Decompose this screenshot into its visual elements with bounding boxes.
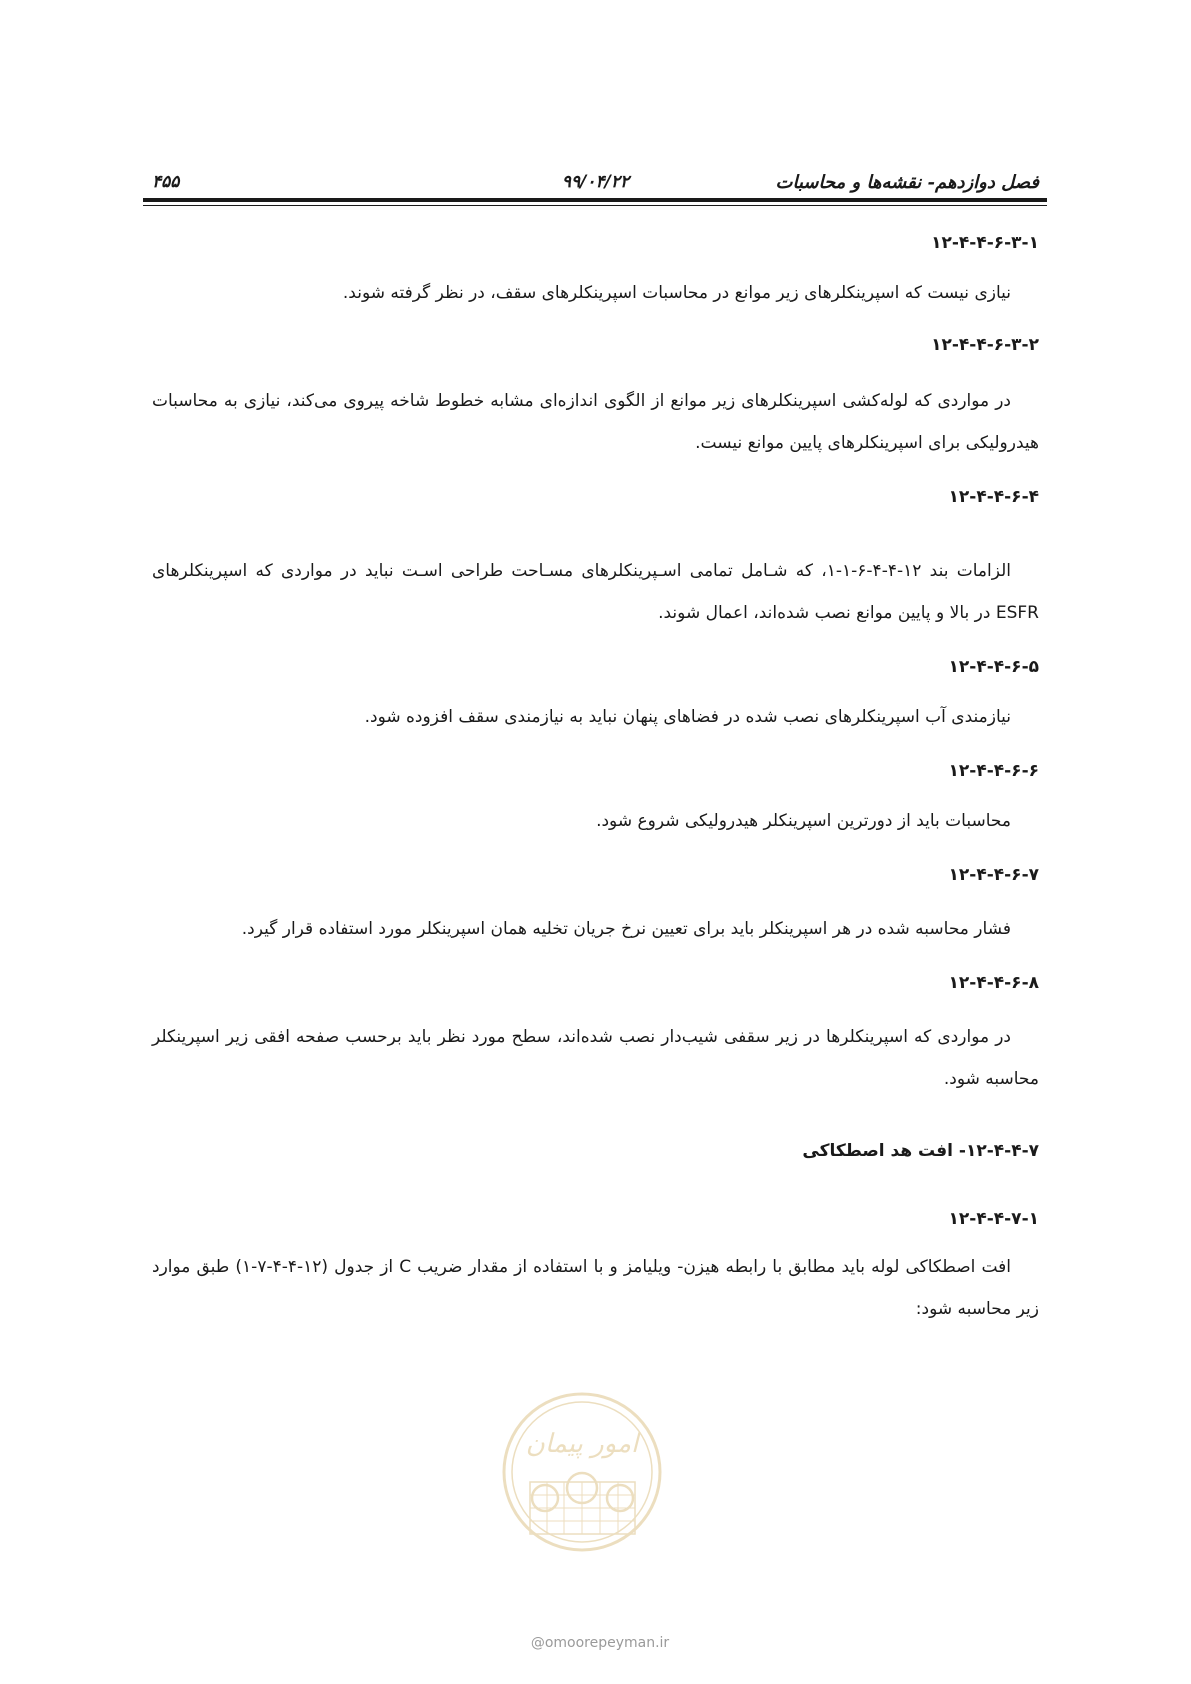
header-rule-thin [143,205,1047,206]
paragraph: نیازمندی آب اسپرینکلرهای نصب شده در فضاهای پنهان نباید به نیازمندی سقف افزوده شود. [364,707,1011,727]
watermark-logo [500,1390,665,1555]
paragraph: در مواردی که اسپرینکلرها در زیر سقفی شیب‌دار نصب شده‌اند، سطح مورد نظر باید برحسب صفحه افقی زیر اسپرینکلر محاسبه شود. [152,1027,1039,1089]
chapter-title: فصل دوازدهم- نقشه‌ها و محاسبات [775,172,1039,193]
section-heading: ۱۲-۴-۴-۷- افت هد اصطکاکی [802,1141,1039,1161]
paragraph: در مواردی که لوله‌کشی اسپرینکلرهای زیر موانع از الگوی اندازه‌ای مشابه خطوط شاخه پیروی می‌کند، نیازی به محاسبات هیدرولیکی برای اسپرینکلرهای پایین موانع نیست. [152,391,1039,453]
section-heading: ۱۲-۴-۴-۶-۳-۱ [931,233,1039,253]
section-heading: ۱۲-۴-۴-۶-۷ [948,865,1039,885]
paragraph: محاسبات باید از دورترین اسپرینکلر هیدرولیکی شروع شود. [596,811,1011,831]
header-rule-thick [143,198,1047,202]
paragraph: فشار محاسبه شده در هر اسپرینکلر باید برای تعیین نرخ جریان تخلیه همان اسپرینکلر مورد استفاده قرار گیرد. [241,919,1011,939]
watermark-logo-text: امور پیمان [525,1429,639,1459]
paragraph: نیازی نیست که اسپرینکلرهای زیر موانع در محاسبات اسپرینکلرهای سقف، در نظر گرفته شوند. [342,283,1011,303]
watermark-site: @omoorepeyman.ir [530,1635,670,1651]
section-heading: ۱۲-۴-۴-۶-۴ [948,487,1039,507]
paragraph: افت اصطکاکی لوله باید مطابق با رابطه هیزن- ویلیامز و با استفاده از مقدار ضریب C از جدول (۱۲-۴-۴-۷-۱) طبق موارد زیر محاسبه شود: [152,1257,1039,1319]
section-heading: ۱۲-۴-۴-۶-۶ [948,761,1039,781]
section-heading: ۱۲-۴-۴-۶-۳-۲ [931,335,1039,355]
section-heading: ۱۲-۴-۴-۶-۸ [948,973,1039,993]
section-heading: ۱۲-۴-۴-۶-۵ [948,657,1039,677]
page-number: ۴۵۵ [152,172,180,192]
header-date: ۹۹/۰۴/۲۲ [561,172,630,192]
paragraph: الزامات بند ۱۲-۴-۴-۶-۱-۱، که شـامل تمامی اسـپرینکلرهای مسـاحت طراحی اسـت نباید در مواردی که اسپرینکلرهای ESFR در بالا و پایین موانع نصب شده‌اند، اعمال شوند. [152,561,1039,623]
body-text [152,232,1039,1330]
section-heading: ۱۲-۴-۴-۷-۱ [948,1209,1039,1229]
